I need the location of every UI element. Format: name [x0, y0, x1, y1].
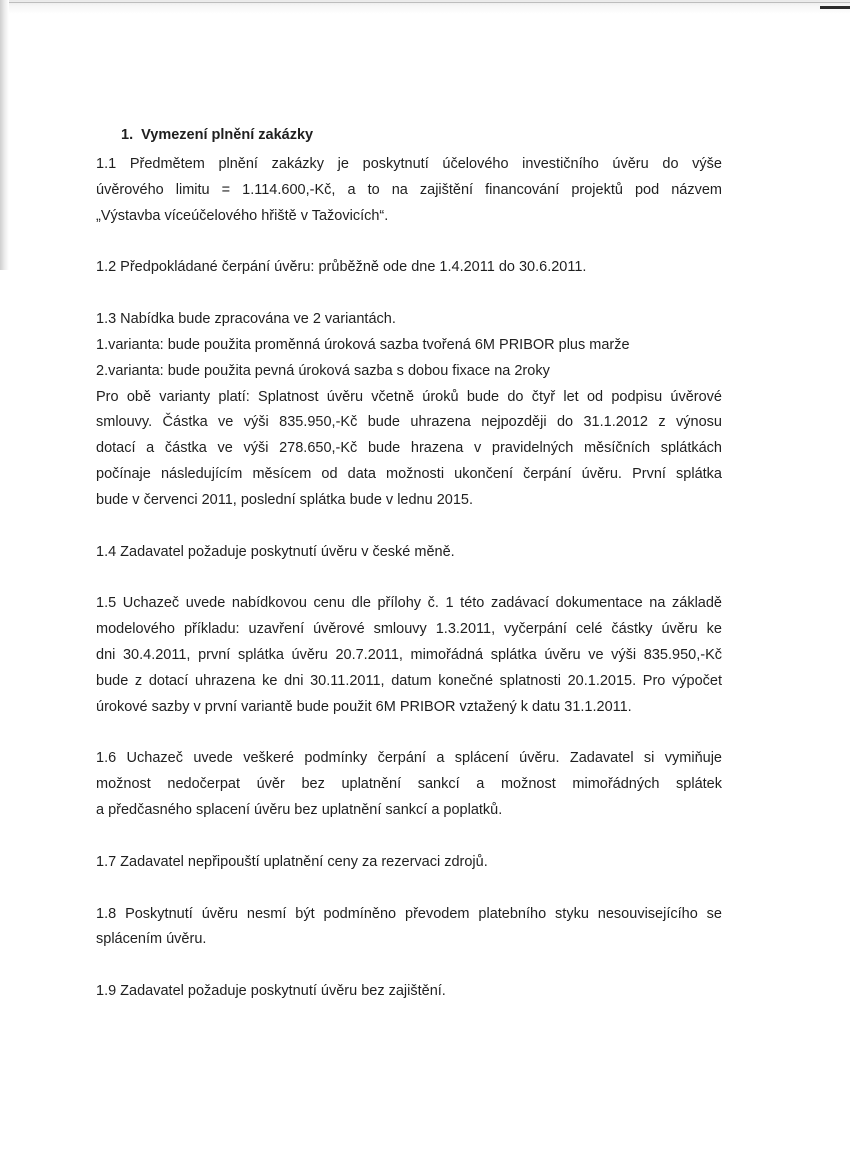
paragraph-3	[96, 307, 722, 513]
text-line: 2.varianta: bude použita pevná úroková sazba s dobou fixace na 2roky	[96, 362, 550, 379]
text-line: dotací a částka ve výši 278.650,-Kč bude hrazena v pravidelných měsíčních splátkách	[96, 440, 722, 457]
document-page	[96, 124, 722, 1005]
paragraph-1	[96, 152, 722, 229]
scan-corner-mark	[820, 6, 850, 9]
paragraph-2	[96, 255, 722, 281]
text-line: Pro obě varianty platí: Splatnost úvěru včetně úroků bude do čtyř let od podpisu úvěrové	[96, 388, 722, 405]
text-line: 1.2 Předpokládané čerpání úvěru: průběžně ode dne 1.4.2011 do 30.6.2011.	[96, 259, 587, 276]
text-line: 1.varianta: bude použita proměnná úroková sazba tvořená 6M PRIBOR plus marže	[96, 336, 630, 353]
text-line: 1.4 Zadavatel požaduje poskytnutí úvěru v české měně.	[96, 543, 455, 560]
scan-left-edge	[0, 0, 9, 270]
text-line: počínaje následujícím měsícem od data možnosti ukončení čerpání úvěru. První splátka	[96, 465, 722, 482]
paragraph-4	[96, 540, 722, 566]
text-line: bude z dotací uhrazena ke dni 30.11.2011, datum konečné splatnosti 20.1.2015. Pro výpočet	[96, 672, 722, 689]
paragraph-5	[96, 591, 722, 720]
text-line: úvěrového limitu = 1.114.600,-Kč, a to na zajištění financování projektů pod názvem	[96, 181, 722, 198]
text-line: „Výstavba víceúčelového hřiště v Tažovicích“.	[96, 207, 389, 224]
text-line: smlouvy. Částka ve výši 835.950,-Kč bude uhrazena nejpozději do 31.1.2012 z výnosu	[96, 414, 722, 431]
text-line: a předčasného splacení úvěru bez uplatnění sankcí a poplatků.	[96, 801, 503, 818]
section-title: Vymezení plnění zakázky	[141, 127, 314, 143]
text-line: úrokové sazby v první variantě bude použit 6M PRIBOR vztažený k datu 31.1.2011.	[96, 698, 632, 715]
document-body	[96, 152, 722, 1005]
text-line: 1.6 Uchazeč uvede veškeré podmínky čerpání a splácení úvěru. Zadavatel si vymiňuje	[96, 750, 722, 767]
text-line: možnost nedočerpat úvěr bez uplatnění sankcí a možnost mimořádných splátek	[96, 776, 722, 793]
paragraph-9	[96, 979, 722, 1005]
section-heading	[121, 124, 722, 146]
text-line: splácením úvěru.	[96, 931, 207, 948]
text-line: 1.5 Uchazeč uvede nabídkovou cenu dle přílohy č. 1 této zadávací dokumentace na základě	[96, 595, 722, 612]
text-line: 1.3 Nabídka bude zpracována ve 2 variantách.	[96, 311, 396, 328]
text-line: modelového příkladu: uzavření úvěrové smlouvy 1.3.2011, vyčerpání celé částky úvěru ke	[96, 621, 722, 638]
paragraph-8	[96, 902, 722, 954]
text-line: 1.8 Poskytnutí úvěru nesmí být podmíněno převodem platebního styku nesouvisejícího se	[96, 905, 722, 922]
text-line: 1.1 Předmětem plnění zakázky je poskytnutí účelového investičního úvěru do výše	[96, 156, 722, 172]
paragraph-6	[96, 746, 722, 823]
text-line: 1.9 Zadavatel požaduje poskytnutí úvěru bez zajištění.	[96, 983, 446, 1000]
scan-top-line	[0, 2, 850, 3]
text-line: bude v červenci 2011, poslední splátka bude v lednu 2015.	[96, 491, 473, 508]
section-number: 1.	[121, 127, 134, 143]
text-line: dni 30.4.2011, první splátka úvěru 20.7.2011, mimořádná splátka úvěru ve výši 835.950,-Kč	[96, 646, 722, 663]
paragraph-7	[96, 850, 722, 876]
text-line: 1.7 Zadavatel nepřipouští uplatnění ceny za rezervaci zdrojů.	[96, 853, 488, 870]
